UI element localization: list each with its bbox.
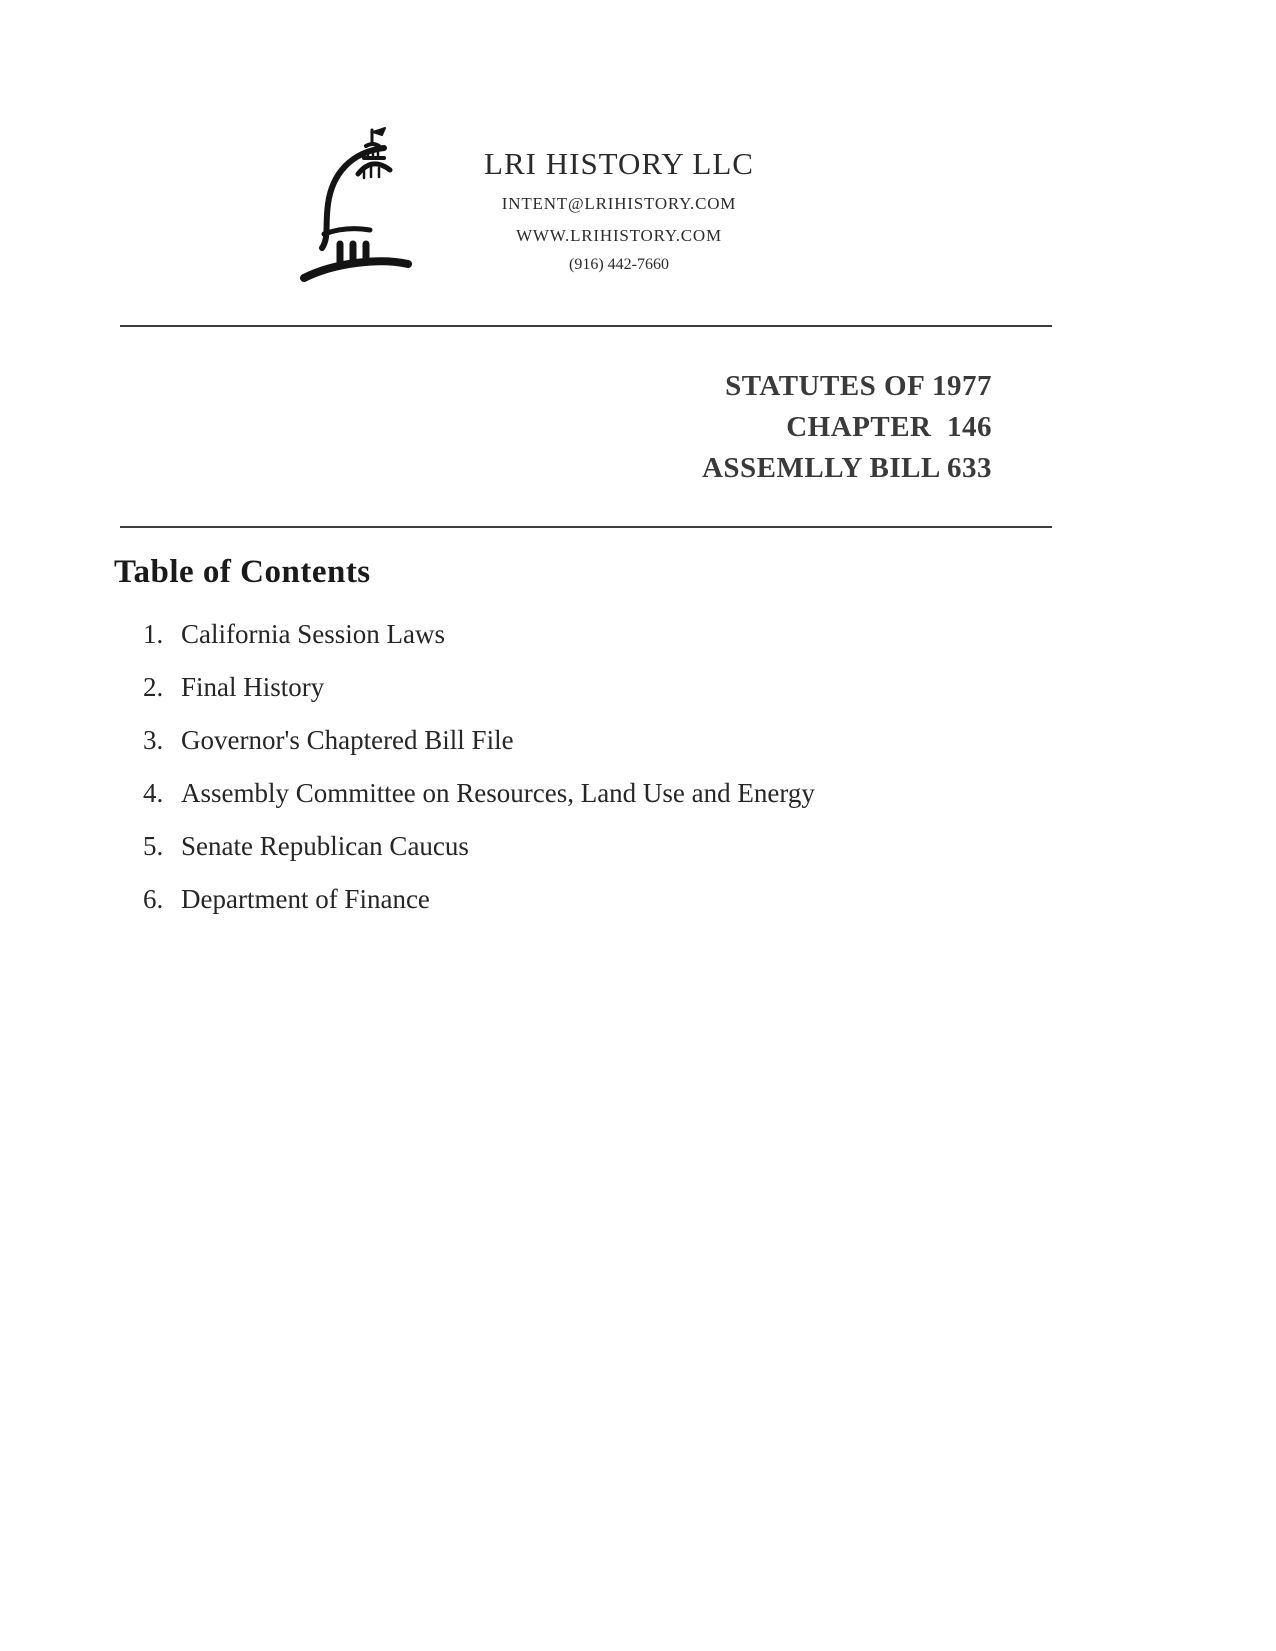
statute-title-block bbox=[702, 366, 992, 490]
toc-item bbox=[143, 777, 815, 810]
toc-heading: Table of Contents bbox=[114, 554, 371, 590]
divider-bottom bbox=[120, 526, 1052, 528]
toc-item-number: 5. bbox=[143, 831, 164, 861]
toc-item-number: 3. bbox=[143, 725, 164, 755]
letterhead bbox=[296, 122, 754, 287]
toc-item bbox=[143, 618, 815, 651]
toc-item-number: 6. bbox=[143, 884, 164, 914]
toc-item-label: Department of Finance bbox=[181, 884, 430, 914]
toc-item-number: 4. bbox=[143, 778, 164, 808]
chapter-line: CHAPTER 146 bbox=[786, 411, 992, 444]
toc-item-label: Final History bbox=[181, 672, 325, 702]
toc-item-label: Senate Republican Caucus bbox=[181, 831, 469, 861]
toc-item-number: 1. bbox=[143, 619, 164, 649]
toc-list bbox=[143, 618, 815, 936]
toc-item bbox=[143, 671, 815, 704]
divider-top bbox=[120, 325, 1052, 327]
toc-item bbox=[143, 830, 815, 863]
statutes-year-line: STATUTES OF 1977 bbox=[725, 370, 992, 402]
capitol-logo-icon bbox=[296, 122, 436, 287]
email-text: INTENT@LRIHISTORY.COM bbox=[501, 194, 737, 213]
toc-item bbox=[143, 724, 815, 757]
toc-item-number: 2. bbox=[143, 672, 164, 702]
toc-item-label: Governor's Chaptered Bill File bbox=[181, 725, 514, 755]
website-text: WWW.LRIHISTORY.COM bbox=[516, 226, 722, 245]
phone-text: (916) 442-7660 bbox=[569, 256, 669, 273]
toc-item-label: California Session Laws bbox=[181, 619, 445, 649]
contact-block bbox=[484, 122, 754, 274]
assembly-bill-line: ASSEMLLY BILL 633 bbox=[701, 452, 992, 485]
toc-item-label: Assembly Committee on Resources, Land Use and Energy bbox=[181, 778, 815, 808]
toc-item bbox=[143, 883, 815, 916]
company-name: LRI HISTORY LLC bbox=[484, 146, 754, 181]
